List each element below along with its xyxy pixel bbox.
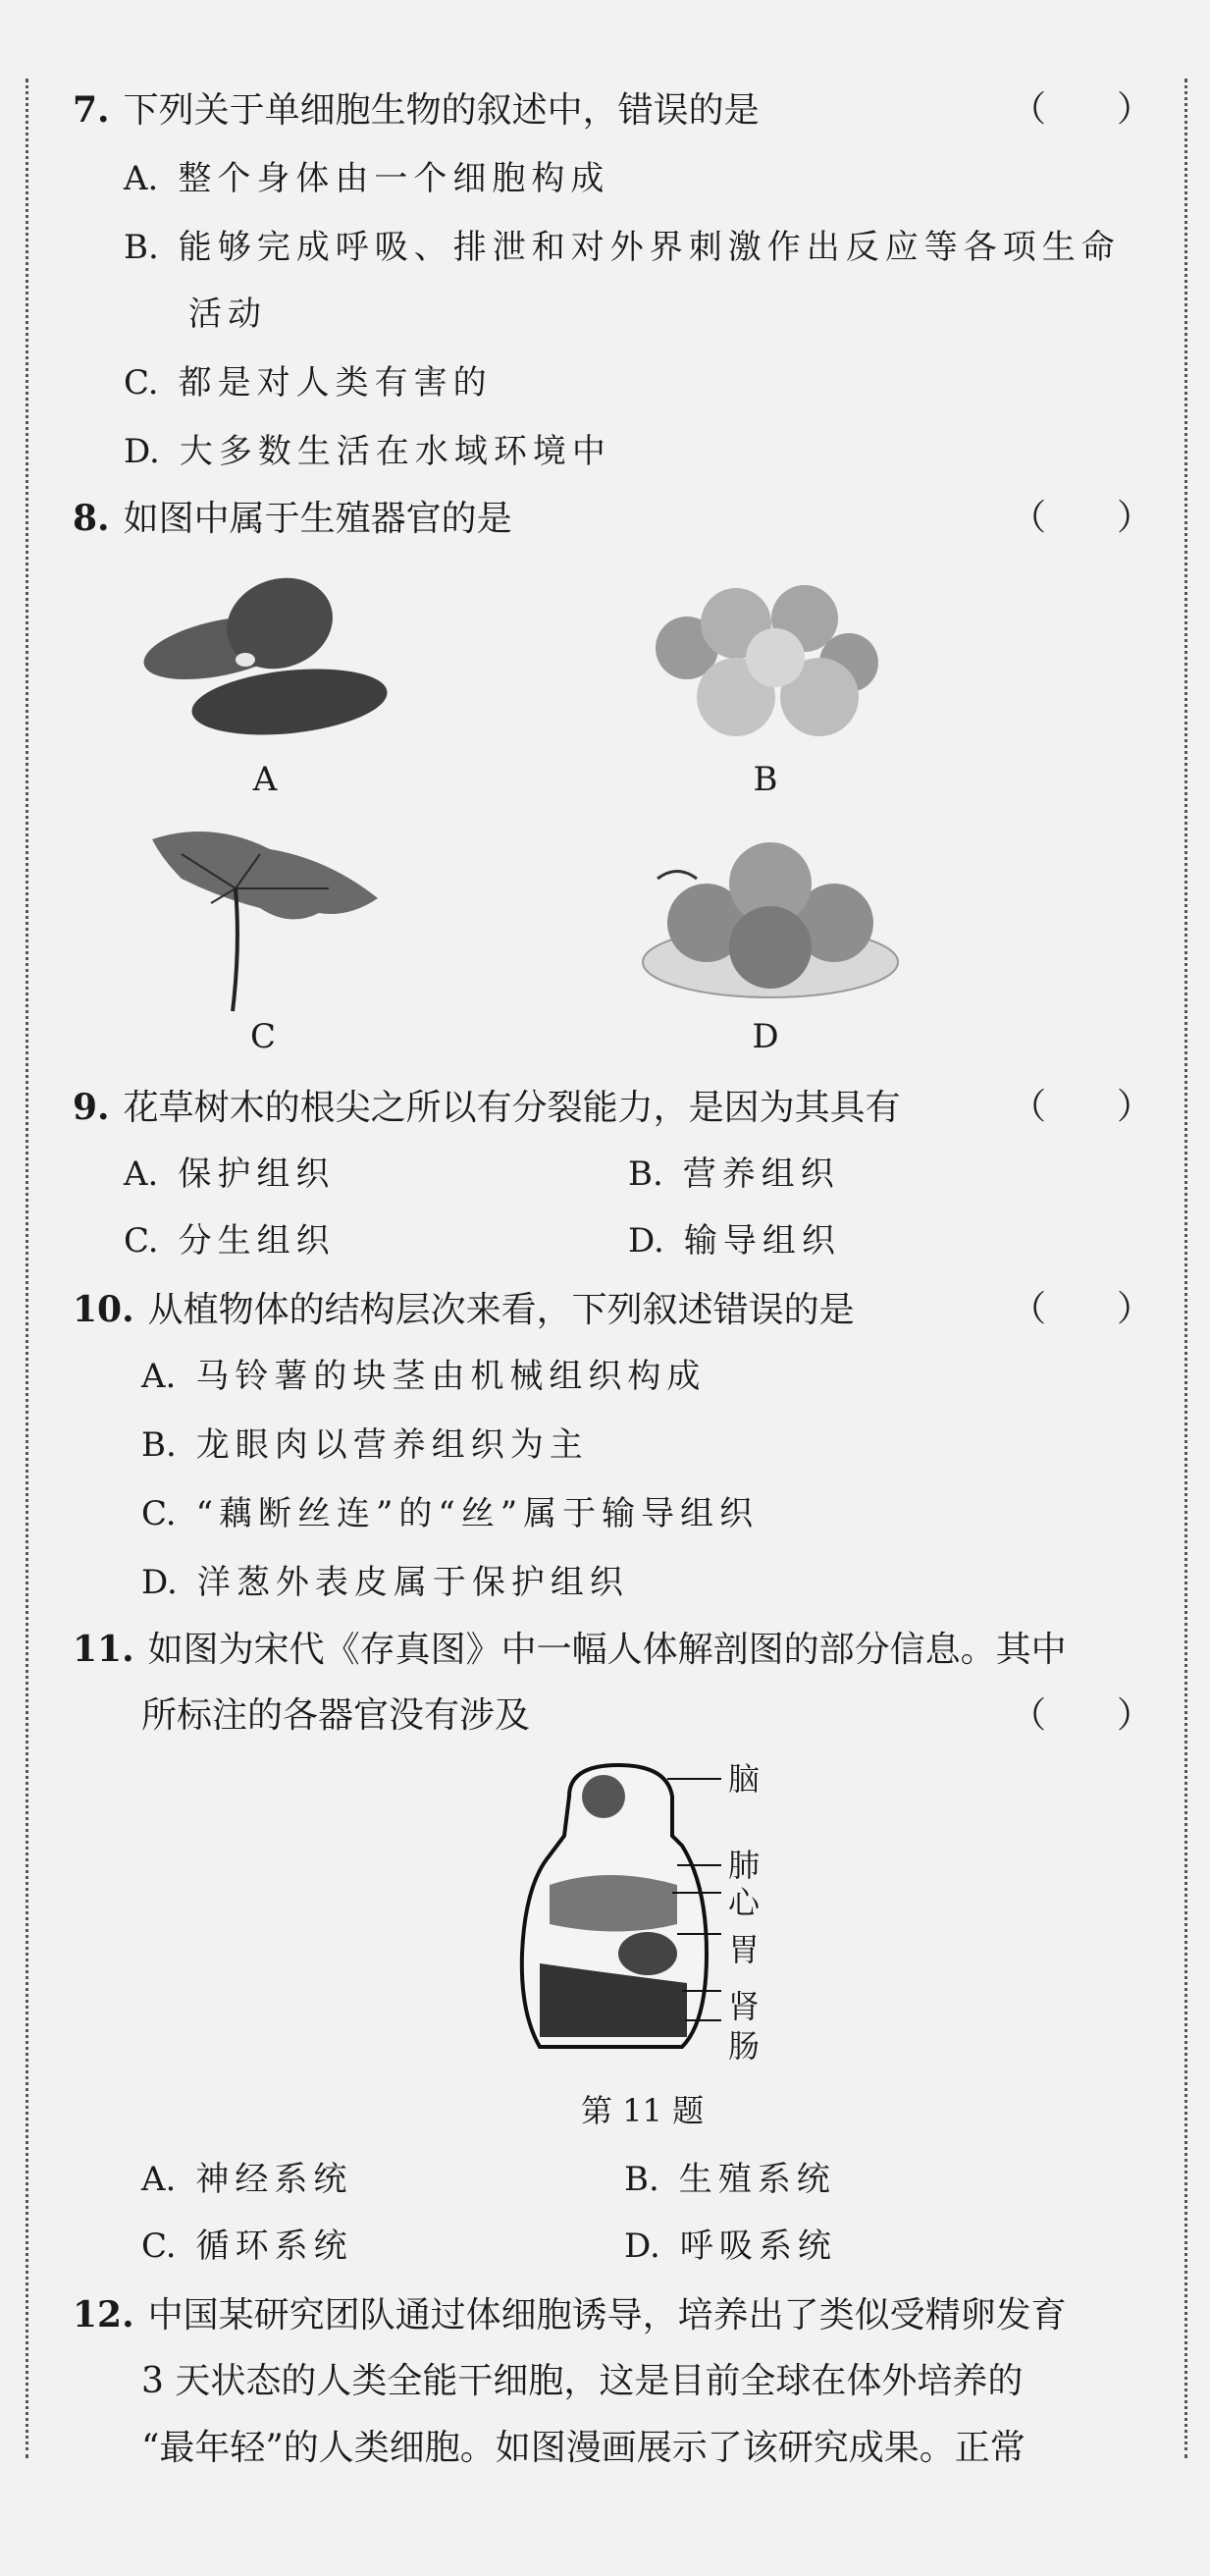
answer-bracket: （ ）	[1011, 1087, 1153, 1127]
question-text: 如图为宋代《存真图》中一幅人体解剖图的部分信息。其中	[147, 1630, 1067, 1670]
option-c: C. “藕断丝连”的“丝”属于输导组织	[141, 1494, 760, 1533]
peach-image	[638, 825, 903, 1001]
label-brain: 脑	[728, 1760, 761, 1798]
question-text: 从植物体的结构层次来看，下列叙述错误的是	[147, 1290, 855, 1330]
option-c: C. 循环系统	[141, 2227, 353, 2266]
question-10-stem	[73, 1286, 855, 1334]
option-a: A. 保护组织	[124, 1154, 336, 1194]
question-9-stem	[73, 1084, 901, 1132]
option-d: D. 大多数生活在水域环境中	[124, 432, 611, 471]
option-b-continued: 活动	[188, 295, 267, 334]
label-stomach: 胃	[728, 1931, 761, 1968]
image-label-c: C	[249, 1017, 276, 1056]
option-d: D. 洋葱外表皮属于保护组织	[141, 1563, 629, 1602]
question-number: 12.	[73, 2294, 134, 2335]
option-b: B. 营养组织	[628, 1154, 840, 1194]
question-11-stem-continued: 所标注的各器官没有涉及	[141, 1695, 531, 1736]
question-11-stem	[73, 1626, 1067, 1674]
label-intestine: 肠	[728, 2027, 761, 2065]
answer-bracket: （ ）	[1011, 1289, 1153, 1329]
option-b: B. 龙眼肉以营养组织为主	[141, 1425, 589, 1465]
question-text: 中国某研究团队通过体细胞诱导，培养出了类似受精卵发育	[147, 2295, 1067, 2335]
question-number: 11.	[73, 1629, 134, 1670]
question-number: 10.	[73, 1289, 134, 1330]
option-c: C. 分生组织	[124, 1221, 336, 1261]
right-dotted-margin	[1184, 79, 1187, 2458]
left-dotted-margin	[26, 79, 28, 2458]
image-label-b: B	[753, 760, 778, 799]
label-heart: 心	[728, 1884, 761, 1921]
option-a: A. 神经系统	[141, 2160, 353, 2199]
lotus-leaf-image	[142, 820, 388, 1016]
answer-bracket: （ ）	[1011, 1695, 1153, 1736]
question-text: 如图中属于生殖器官的是	[123, 499, 512, 539]
option-a: A. 马铃薯的块茎由机械组织构成	[141, 1357, 707, 1396]
option-b: B. 能够完成呼吸、排泄和对外界刺激作出反应等各项生命	[124, 228, 1121, 267]
option-d: D. 呼吸系统	[624, 2227, 837, 2266]
question-12-line-3: “最年轻”的人类细胞。如图漫画展示了该研究成果。正常	[141, 2428, 1026, 2468]
question-text: 下列关于单细胞生物的叙述中，错误的是	[123, 90, 760, 131]
label-lung: 肺	[728, 1847, 761, 1884]
question-7-stem	[73, 86, 760, 134]
figure-caption: 第 11 题	[581, 2092, 705, 2129]
question-12-line-1	[73, 2291, 1067, 2339]
question-number: 9.	[73, 1087, 110, 1128]
sweet-potato-image	[132, 569, 397, 746]
question-12-line-2: 3 天状态的人类全能干细胞，这是目前全球在体外培养的	[141, 2361, 1024, 2401]
question-number: 8.	[73, 498, 110, 539]
question-number: 7.	[73, 89, 110, 131]
question-8-stem	[73, 495, 512, 543]
label-kidney: 肾	[728, 1988, 761, 2025]
potato-image	[648, 569, 883, 746]
option-b: B. 生殖系统	[624, 2160, 836, 2199]
option-a: A. 整个身体由一个细胞构成	[124, 159, 610, 198]
image-label-d: D	[752, 1017, 779, 1056]
option-c: C. 都是对人类有害的	[124, 363, 493, 402]
answer-bracket: （ ）	[1011, 89, 1153, 130]
option-d: D. 输导组织	[628, 1221, 841, 1261]
image-label-a: A	[252, 760, 278, 799]
answer-bracket: （ ）	[1011, 498, 1153, 538]
question-text: 花草树木的根尖之所以有分裂能力，是因为其具有	[123, 1088, 901, 1128]
